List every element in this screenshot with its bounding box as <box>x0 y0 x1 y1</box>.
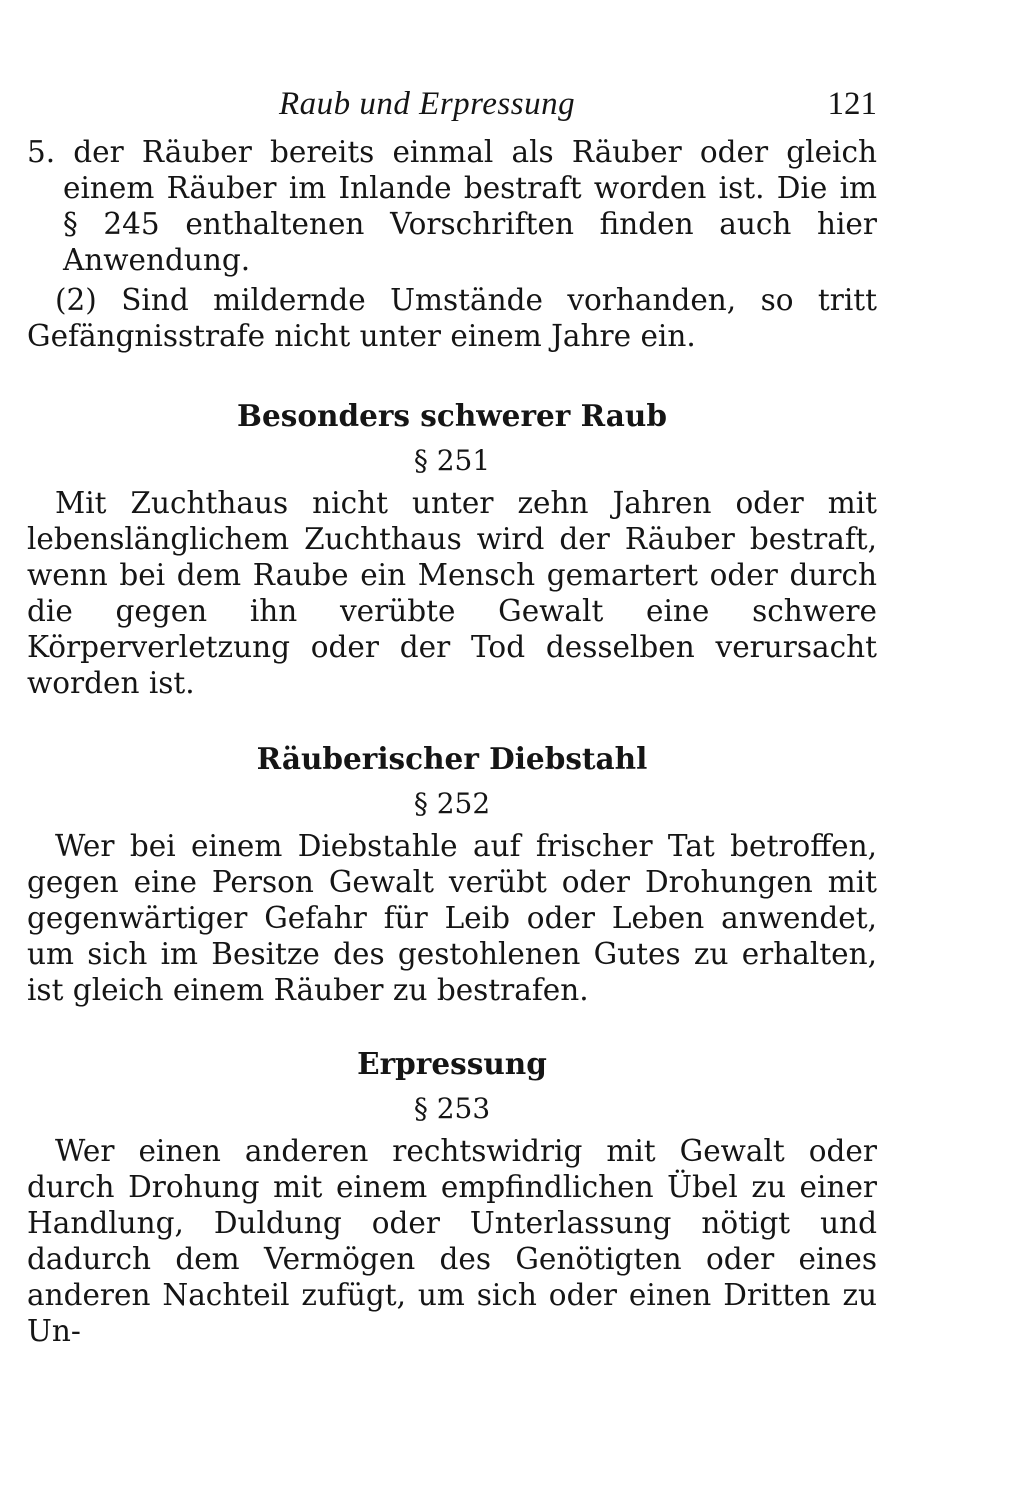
list-item-5: 5. der Räuber bereits einmal als Räuber oder gleich einem Räuber im Inlande bestraft worden ist. Die im § 245 enthaltenen Vorschriften finden auch hier Anwendung. <box>27 135 877 277</box>
book-page <box>27 82 877 1349</box>
paragraph-2: (2) Sind mildernde Umstände vorhanden, so tritt Gefängnisstrafe nicht unter einem Jahre ein. <box>27 283 877 353</box>
section-heading-253: Erpressung <box>357 1046 547 1081</box>
page-number: 121 <box>827 86 877 122</box>
section-number-253: § 253 <box>413 1092 491 1125</box>
section-heading-251: Besonders schwerer Raub <box>237 398 667 433</box>
section-heading-252: Räuberischer Diebstahl <box>256 741 648 776</box>
section-number-251: § 251 <box>413 444 491 477</box>
section-number-252: § 252 <box>413 787 491 820</box>
section-text-253: Wer einen anderen rechtswidrig mit Gewalt oder durch Drohung mit einem empfindlichen Übel zu einer Handlung, Duldung oder Unterlassung nötigt und dadurch dem Vermögen des Genötigten oder eines anderen Nachteil zufügt, um sich oder einen Dritten zu Un- <box>27 1134 877 1348</box>
running-title: Raub und Erpressung <box>279 86 576 122</box>
section-text-251: Mit Zuchthaus nicht unter zehn Jahren oder mit lebenslänglichem Zuchthaus wird der Räuber bestraft, wenn bei dem Raube ein Mensch gemartert oder durch die gegen ihn verübte Gewalt eine schwere Körperverletzung oder der Tod desselben verursacht worden ist. <box>27 486 877 700</box>
running-header <box>27 82 877 132</box>
section-text-252: Wer bei einem Diebstahle auf frischer Tat betroffen, gegen eine Person Gewalt verübt oder Drohungen mit gegenwärtiger Gefahr für Leib oder Leben anwendet, um sich im Besitze des gestohlenen Gutes zu erhalten, ist gleich einem Räuber zu bestrafen. <box>27 829 877 1007</box>
